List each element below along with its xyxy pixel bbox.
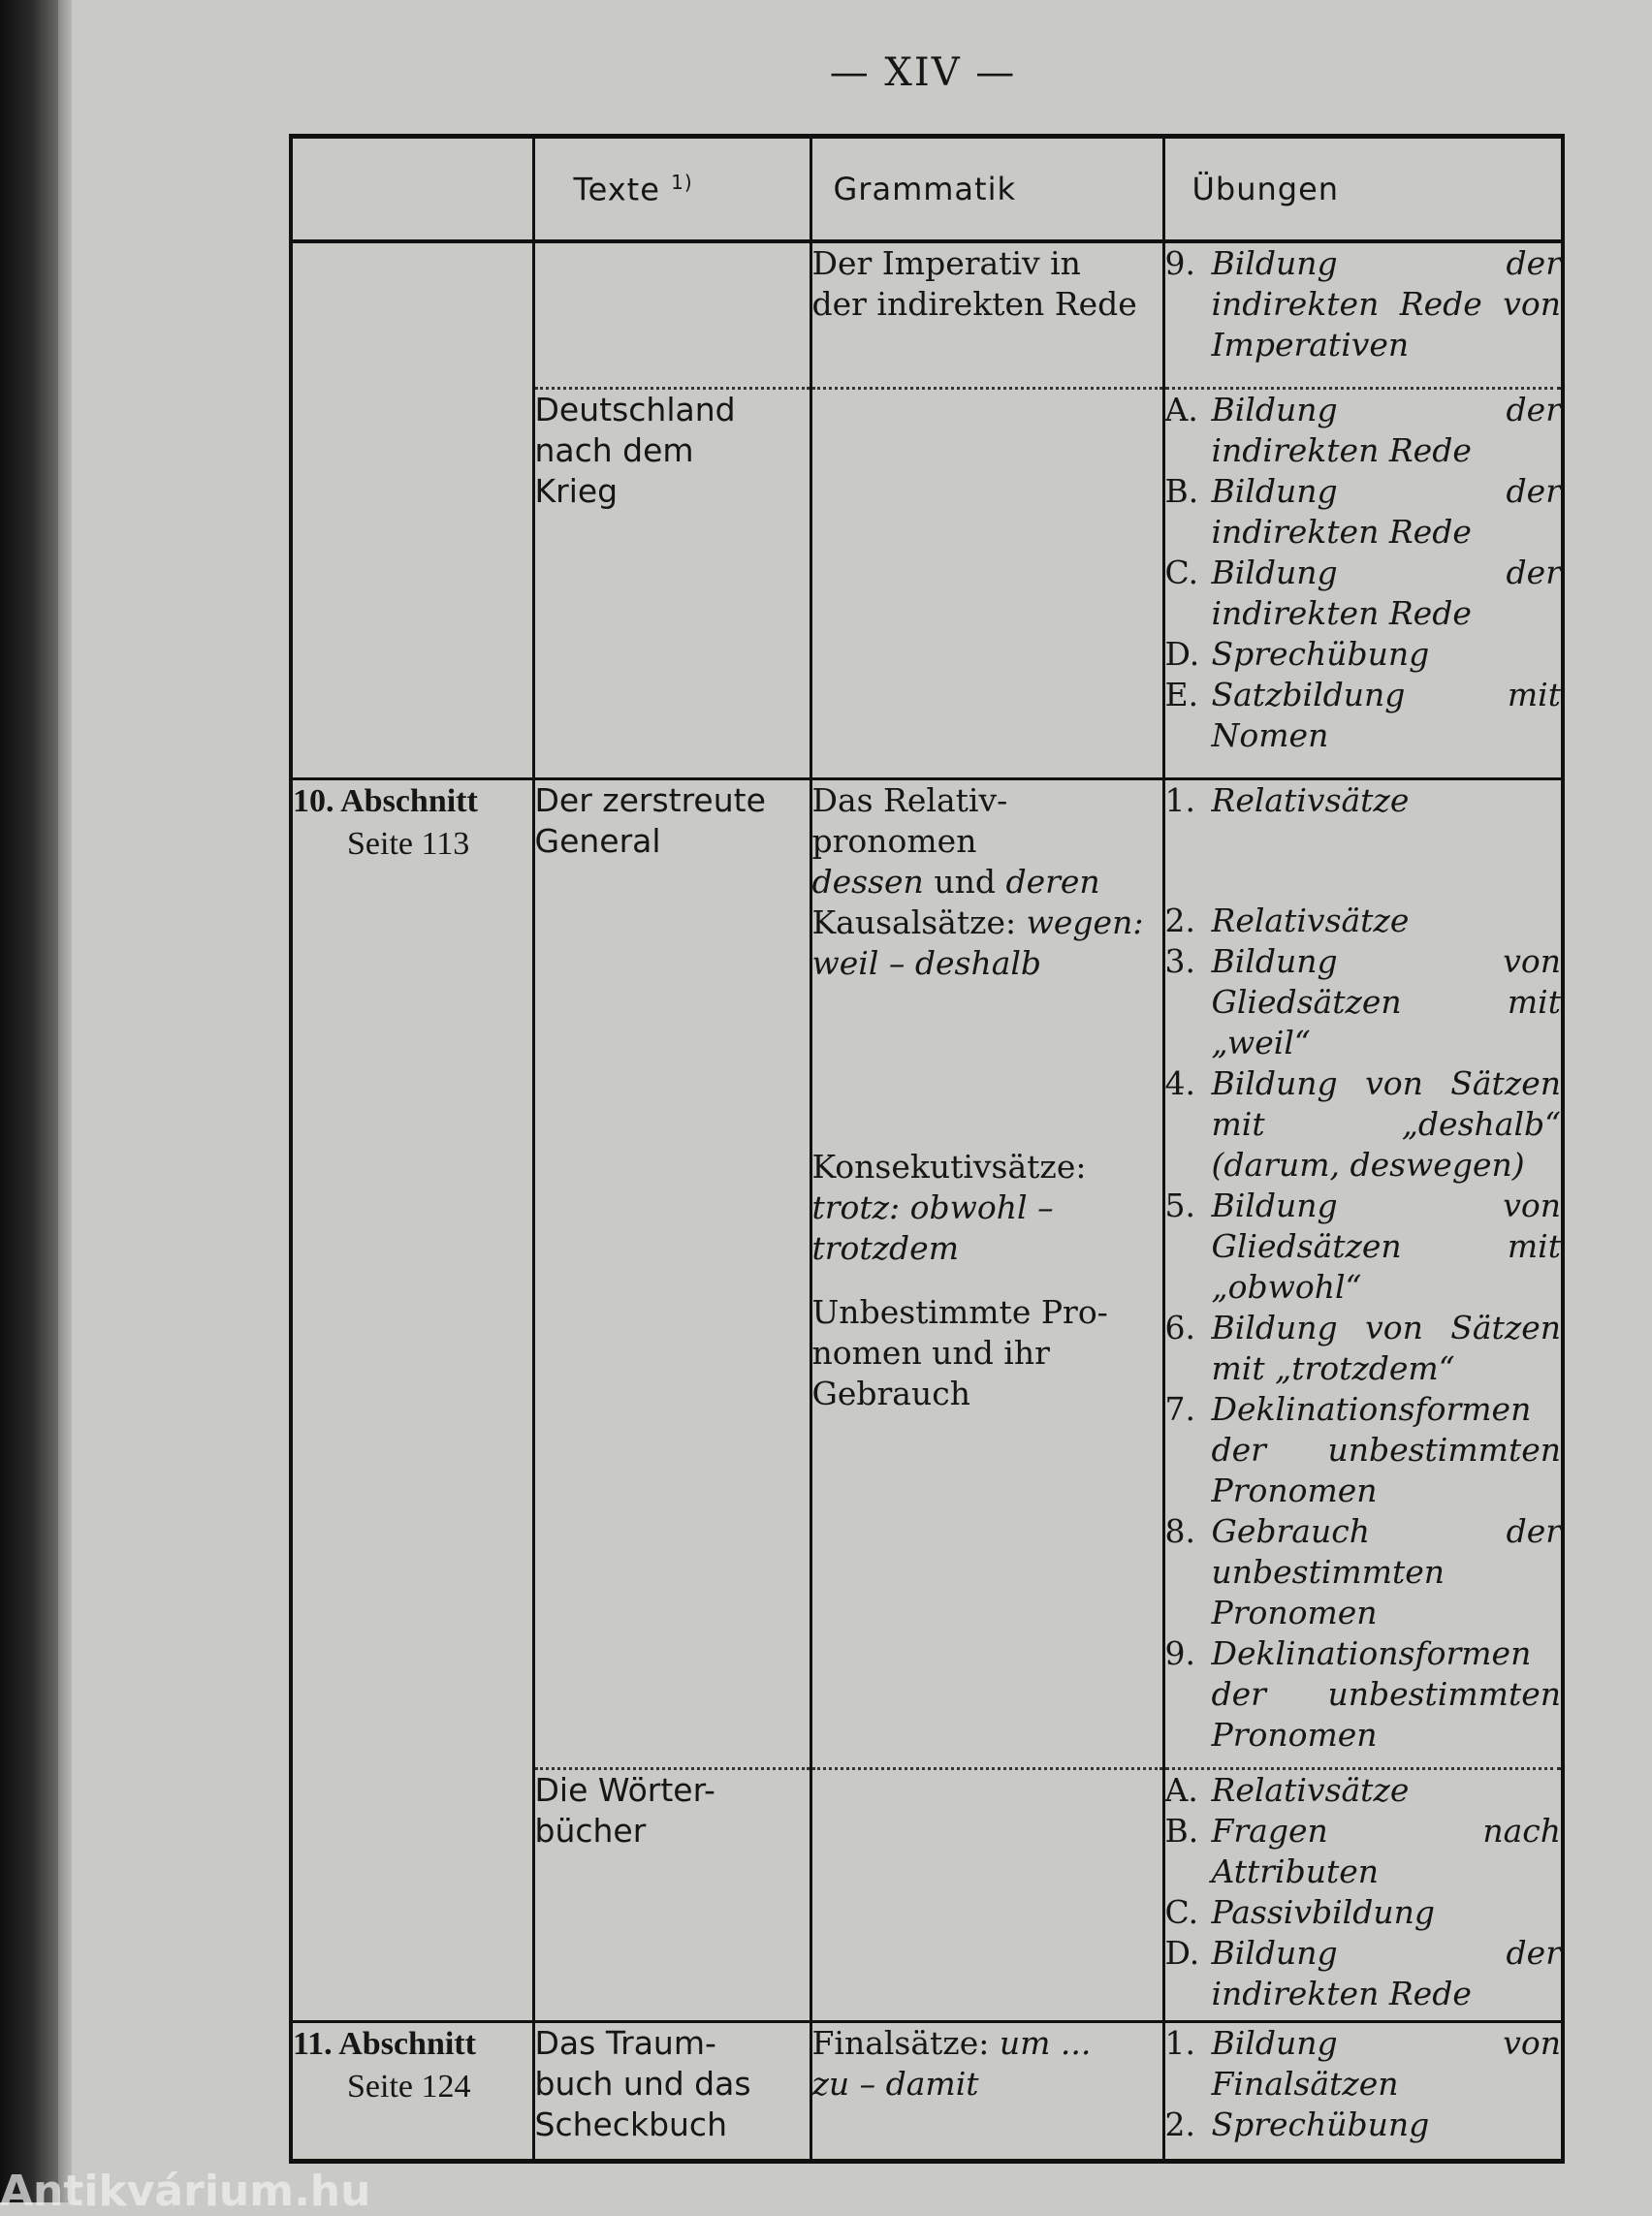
- section-page: Seite 124: [347, 2069, 471, 2105]
- exercise-item: 6. Bildung von Sätzen mit „trotzdem“: [1164, 1309, 1561, 1387]
- text-cell: Deutschland nach dem Krieg: [533, 389, 810, 779]
- exercise-item: 2. Sprechübung: [1164, 2105, 1430, 2143]
- text-cell: [533, 241, 810, 389]
- header-texte: Texte $^{1)}$: [533, 137, 810, 242]
- exercise-cell: [1163, 2022, 1563, 2162]
- section-title: 11. Abschnitt: [293, 2026, 476, 2062]
- text-cell: Die Wörter- bücher: [533, 1769, 810, 2022]
- book-binding-shadow: [0, 0, 58, 2202]
- exercise-cell: [1163, 389, 1563, 779]
- exercise-item: C. Bildung der indirekten Rede: [1164, 554, 1561, 632]
- header-section: [291, 137, 533, 242]
- exercise-item: 1. Relativsätze: [1164, 781, 1410, 819]
- table-row: [291, 779, 1563, 1769]
- exercise-item: 4. Bildung von Sätzen mit „deshalb“ (darum, deswegen): [1164, 1064, 1561, 1184]
- exercise-item: 3. Bildung von Gliedsätzen mit „weil“: [1164, 942, 1561, 1061]
- watermark: Antikvárium.hu: [0, 2167, 371, 2216]
- table-row: [291, 241, 1563, 389]
- exercise-item: 8. Gebrauch der unbestimmten Pronomen: [1164, 1512, 1561, 1631]
- exercise-item: 9. Bildung der indirekten Rede von Imperativen: [1164, 244, 1561, 364]
- table-row: [291, 2022, 1563, 2162]
- grammar-cell: [810, 1769, 1163, 2022]
- page-edge: [58, 0, 72, 2202]
- header-row: [291, 137, 1563, 242]
- exercise-item: D. Bildung der indirekten Rede: [1164, 1934, 1561, 2012]
- footnote-marker: 1): [671, 170, 693, 194]
- exercise-item: 9. Deklinationsformen der unbestimmten Pronomen: [1164, 1634, 1561, 1754]
- section-page: Seite 113: [347, 826, 470, 862]
- header-grammatik: Grammatik: [810, 137, 1163, 242]
- text-cell: Der zerstreute General: [533, 779, 810, 1769]
- exercise-item: 2. Relativsätze: [1164, 902, 1410, 939]
- exercise-item: A. Relativsätze: [1164, 1771, 1410, 1809]
- exercise-item: D. Sprechübung: [1164, 635, 1430, 673]
- exercise-item: C. Passivbildung: [1164, 1893, 1435, 1931]
- text-cell: Das Traum- buch und das Scheckbuch: [533, 2022, 810, 2162]
- exercise-cell: [1163, 241, 1563, 389]
- exercise-item: E. Satzbildung mit Nomen: [1164, 676, 1561, 754]
- grammar-cell: [810, 389, 1163, 779]
- contents-table: [289, 134, 1565, 2164]
- grammar-cell: Das Relativ- pronomen dessen und deren Kausalsätze: wegen: weil – deshalb Konsekutivsätze: trotz: obwohl – trotzdem Unbestimmte Pro- nomen und ihr Gebrauch: [810, 779, 1163, 1769]
- exercise-item: 1. Bildung von Finalsätzen: [1164, 2024, 1561, 2103]
- exercise-cell: [1163, 1769, 1563, 2022]
- section-cell: [291, 2022, 533, 2162]
- exercise-cell: [1163, 779, 1563, 1769]
- section-cell: [291, 779, 533, 2022]
- exercise-item: 5. Bildung von Gliedsätzen mit „obwohl“: [1164, 1187, 1561, 1306]
- exercise-item: A. Bildung der indirekten Rede: [1164, 391, 1561, 469]
- section-cell: [291, 241, 533, 779]
- exercise-item: B. Fragen nach Attributen: [1164, 1812, 1561, 1890]
- page-number: — XIV —: [829, 50, 1017, 95]
- section-title: 10. Abschnitt: [293, 783, 478, 819]
- grammar-cell: Finalsätze: um ... zu – damit: [810, 2022, 1163, 2162]
- grammar-cell: Der Imperativ in der indirekten Rede: [810, 241, 1163, 389]
- exercise-item: 7. Deklinationsformen der unbestimmten Pronomen: [1164, 1390, 1561, 1509]
- header-uebungen: Übungen: [1163, 137, 1563, 242]
- exercise-item: B. Bildung der indirekten Rede: [1164, 472, 1561, 551]
